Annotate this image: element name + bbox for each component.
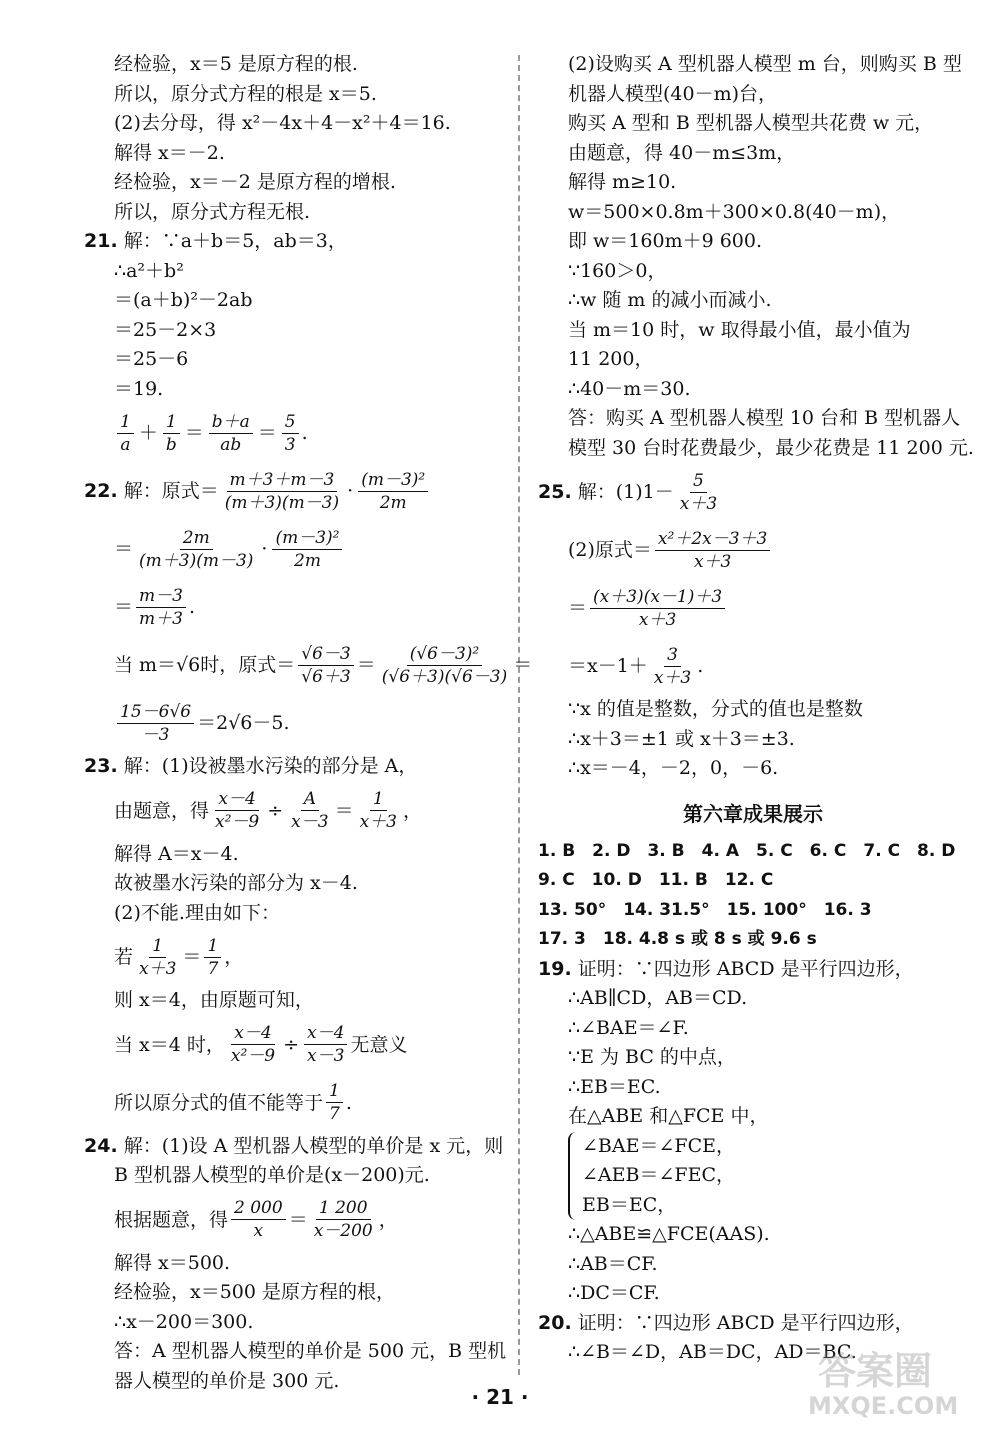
question-21 — [84, 227, 504, 462]
text-line: ∴40－m＝30. — [568, 377, 691, 400]
text-line: 证明：∵四边形 ABCD 是平行四边形， — [577, 1311, 914, 1334]
text-line: ∠AEB＝∠FEC， — [582, 1164, 735, 1186]
question-23 — [84, 752, 504, 1132]
fraction: $\frac{b+a}{ab}$ — [209, 411, 253, 456]
text-line: 经检验，x＝－2 是原方程的增根. — [114, 171, 396, 193]
fraction: $\frac{x-4}{x-3}$ — [304, 1022, 347, 1067]
text-line: ＝25－6 — [114, 348, 189, 370]
text-line: ∴DC＝CF. — [568, 1282, 660, 1304]
text-line: 在△ABE 和△FCE 中， — [568, 1105, 769, 1127]
text-line: 经检验，x＝500 是原方程的根， — [114, 1281, 396, 1303]
text-line: 当 m＝10 时，w 取得最小值，最小值为 — [568, 318, 911, 341]
text-line: ＝19. — [114, 377, 164, 400]
column-divider — [518, 55, 520, 1375]
equation-line: 22. 解：原式＝ $\frac{m+3+m-3}{(m+3)(m-3)}$ · $\frac{\text{(m－3)²}}{2m}$ — [84, 462, 504, 520]
question-number: 22. — [84, 480, 118, 502]
fraction: $\frac{x-4}{\text{x²－9}}$ — [215, 789, 260, 832]
answer-row: 13. 50° 14. 31.5° 15. 100° 16. 3 — [538, 899, 872, 920]
equation-line: ＝ $\frac{(x+3)(x-1)+3}{x+3}$ — [538, 579, 968, 637]
fraction: $\frac{1}{7}$ — [204, 935, 221, 980]
text-line: 购买 A 型和 B 型机器人模型共花费 w 元， — [568, 112, 934, 134]
text-line: ∴EB＝EC. — [568, 1075, 661, 1098]
fraction: $\frac{2m}{(m+3)(m-3)}$ — [139, 527, 254, 571]
fraction: $\frac{1}{7}$ — [326, 1080, 343, 1125]
fraction: $\frac{1}{x+3}$ — [139, 935, 177, 979]
section-heading: 第六章成果展示 — [683, 801, 823, 826]
text-line: 模型 30 台时花费最少，最少花费是 11 200 元. — [568, 436, 974, 459]
equation-line: 根据题意，得 $\frac{2 000}{x}$ ＝ $\frac{1 200}{x-200}$ ， — [114, 1198, 398, 1241]
equation-line: 由题意，得 $\frac{x-4}{\text{x²－9}}$ ÷ $\frac{A}{x-3}$ ＝ $\frac{1}{x+3}$ ， — [114, 789, 422, 832]
text-line: 所以，原分式方程的根是 x＝5. — [114, 82, 377, 105]
question-25 — [538, 463, 968, 784]
text-line: ∴w 随 m 的减小而减小. — [568, 289, 772, 311]
text-line: 则 x＝4，由原题可知， — [114, 989, 314, 1011]
text-line: 答：A 型机器人模型的单价是 500 元，B 型机 — [114, 1340, 507, 1362]
text-line: ∴AB＝CF. — [568, 1252, 658, 1275]
page-number: · 21 · — [471, 1385, 529, 1409]
question-24 — [84, 1132, 507, 1397]
fraction: $\frac{2 000}{x}$ — [231, 1197, 286, 1242]
watermark-logo: 答案圈 MXQE.COM — [808, 1349, 959, 1420]
left-column — [84, 50, 533, 1396]
text-line: 解：(1)设被墨水污染的部分是 A， — [123, 755, 418, 777]
fraction: $\frac{5}{3}$ — [282, 411, 299, 456]
equation-line: 所以原分式的值不能等于 $\frac{1}{7}$ . — [114, 1081, 352, 1124]
equation-line: 当 m＝√6时，原式＝ $\frac{√6-3}{√6+3}$ ＝ $\frac{\text{(√6－3)²}}{(√6+3)(√6-3)}$ ＝ — [114, 643, 533, 687]
right-column — [538, 50, 974, 1368]
question-number: 24. — [84, 1134, 118, 1157]
text-line: (2)设购买 A 型机器人模型 m 台，则购买 B 型 — [568, 53, 962, 75]
fraction: $\frac{m-3}{m+3}$ — [136, 585, 186, 630]
question-number: 19. — [538, 957, 572, 980]
text-line: 由题意，得 40－m≤3m， — [568, 141, 796, 164]
text-line: ＝25－2×3 — [114, 318, 217, 341]
fraction: $\frac{x-4}{\text{x²－9}}$ — [230, 1023, 276, 1066]
text-line: 所以，原分式方程无根. — [114, 200, 311, 223]
fraction: $\frac{(x+3)(x-1)+3}{x+3}$ — [590, 586, 725, 631]
fraction: $\frac{m+3+m-3}{(m+3)(m-3)}$ — [224, 469, 340, 513]
fraction: $\frac{1}{b}$ — [163, 411, 180, 456]
text-line: ∠BAE＝∠FCE， — [582, 1134, 735, 1157]
text-line: ∴x＝－4，－2，0，－6. — [568, 757, 779, 779]
fraction: $\frac{√6-3}{√6+3}$ — [298, 643, 353, 688]
text-line: 解得 A＝x－4. — [114, 842, 239, 865]
text-line: ∴x＋3＝±1 或 x＋3＝±3. — [568, 727, 795, 750]
text-line: 解得 x＝500. — [114, 1251, 231, 1274]
text-line: 答：购买 A 型机器人模型 10 台和 B 型机器人 — [568, 407, 961, 429]
fraction: $\frac{1}{a}$ — [117, 411, 134, 456]
question-number: 21. — [84, 230, 118, 252]
text-line: 解：∵a＋b＝5，ab＝3， — [123, 230, 347, 252]
fraction: $\frac{1}{x+3}$ — [359, 789, 397, 832]
fraction: $\frac{A}{x-3}$ — [291, 789, 329, 832]
text-line: ∵x 的值是整数，分式的值也是整数 — [568, 698, 863, 720]
text-line: EB＝EC， — [582, 1193, 677, 1216]
text-line: 解得 x＝－2. — [114, 141, 225, 164]
text-line: 经检验，x＝5 是原方程的根. — [114, 53, 358, 75]
fraction: $\frac{1 200}{x-200}$ — [313, 1198, 373, 1241]
fraction: $\frac{15-6√6}{-3}$ — [117, 701, 194, 746]
text-line: 故被墨水污染的部分为 x－4. — [114, 872, 358, 894]
question-number: 25. — [538, 481, 572, 503]
answer-row: 17. 3 18. 4.8 s 或 8 s 或 9.6 s — [538, 929, 817, 949]
equation-line: 当 x＝4 时， $\frac{x-4}{\text{x²－9}}$ ÷ $\frac{x-4}{x-3}$ 无意义 — [114, 1023, 408, 1066]
fraction: $\frac{\text{x²＋2x－3＋3}}{x+3}$ — [655, 528, 770, 573]
equation-line: ＝x－1＋ $\frac{3}{x+3}$ . — [568, 644, 704, 688]
equation-line: 若 $\frac{1}{x+3}$ ＝ $\frac{1}{7}$ ， — [114, 935, 244, 979]
answer-row: 9. C 10. D 11. B 12. C — [538, 870, 774, 890]
text-line: 11 200， — [568, 348, 654, 370]
text-line: 解：(1)设 A 型机器人模型的单价是 x 元，则 — [123, 1134, 504, 1157]
question-number: 20. — [538, 1311, 572, 1334]
fraction: $\frac{\text{(√6－3)²}}{(√6+3)(√6-3)}$ — [381, 643, 508, 687]
fraction: $\frac{\text{(m－3)²}}{2m}$ — [358, 469, 428, 514]
equation-line: (2)原式＝ $\frac{\text{x²＋2x－3＋3}}{x+3}$ — [538, 521, 968, 579]
text-line: ∴△ABE≌△FCE(AAS). — [568, 1223, 770, 1245]
text-line: (2)去分母，得 x²－4x＋4－x²＋4＝16. — [114, 112, 451, 134]
text-line: 解得 m≥10. — [568, 171, 677, 193]
fraction: $\frac{\text{(m－3)²}}{2m}$ — [272, 527, 342, 572]
text-line: (2)不能.理由如下： — [114, 901, 280, 924]
equation-line: ＝ $\frac{m-3}{m+3}$ . — [114, 585, 195, 629]
text-line: ∴x－200＝300. — [114, 1310, 254, 1333]
text-line: ∴AB∥CD，AB＝CD. — [568, 987, 748, 1009]
equation-line: $\frac{1}{a}$ ＋ $\frac{1}{b}$ ＝ $\frac{b+a}{ab}$ ＝ $\frac{5}{3}$ . — [84, 404, 504, 462]
text-line: 证明：∵四边形 ABCD 是平行四边形， — [577, 957, 914, 980]
answer-row: 1. B 2. D 3. B 4. A 5. C 6. C 7. C 8. D — [538, 840, 956, 861]
text-line: w＝500×0.8m＋300×0.8(40－m)， — [568, 200, 901, 223]
fraction: $\frac{3}{x+3}$ — [653, 644, 692, 688]
text-line: ∵160＞0， — [568, 259, 667, 282]
question-number: 23. — [84, 755, 118, 777]
equation-line: ＝ $\frac{2m}{(m+3)(m-3)}$ · $\frac{\text{(m－3)²}}{2m}$ — [84, 520, 504, 578]
fraction: $\frac{5}{x+3}$ — [679, 470, 718, 514]
text-line: ∵E 为 BC 的中点， — [568, 1046, 736, 1068]
question-22 — [84, 462, 533, 752]
text-line: ∴∠BAE＝∠F. — [568, 1016, 689, 1039]
text-line: 即 w＝160m＋9 600. — [568, 230, 763, 252]
text-line: B 型机器人模型的单价是(x－200)元. — [114, 1164, 430, 1186]
text-line: ∴a²＋b² — [114, 259, 184, 282]
equation-line: $\frac{15-6√6}{-3}$ ＝2√6－5. — [84, 694, 504, 752]
brace-icon — [568, 1132, 578, 1221]
text-line: 机器人模型(40－m)台， — [568, 82, 778, 105]
brace-system — [538, 1132, 968, 1221]
text-line: ＝(a＋b)²－2ab — [114, 289, 253, 311]
text-line: 器人模型的单价是 300 元. — [114, 1369, 340, 1392]
text-line: ∴∠B＝∠D，AB＝DC，AD＝BC. — [568, 1341, 857, 1363]
equation-line: 25. 解：(1)1－ $\frac{5}{x+3}$ — [538, 463, 968, 521]
question-19 — [538, 955, 968, 1309]
